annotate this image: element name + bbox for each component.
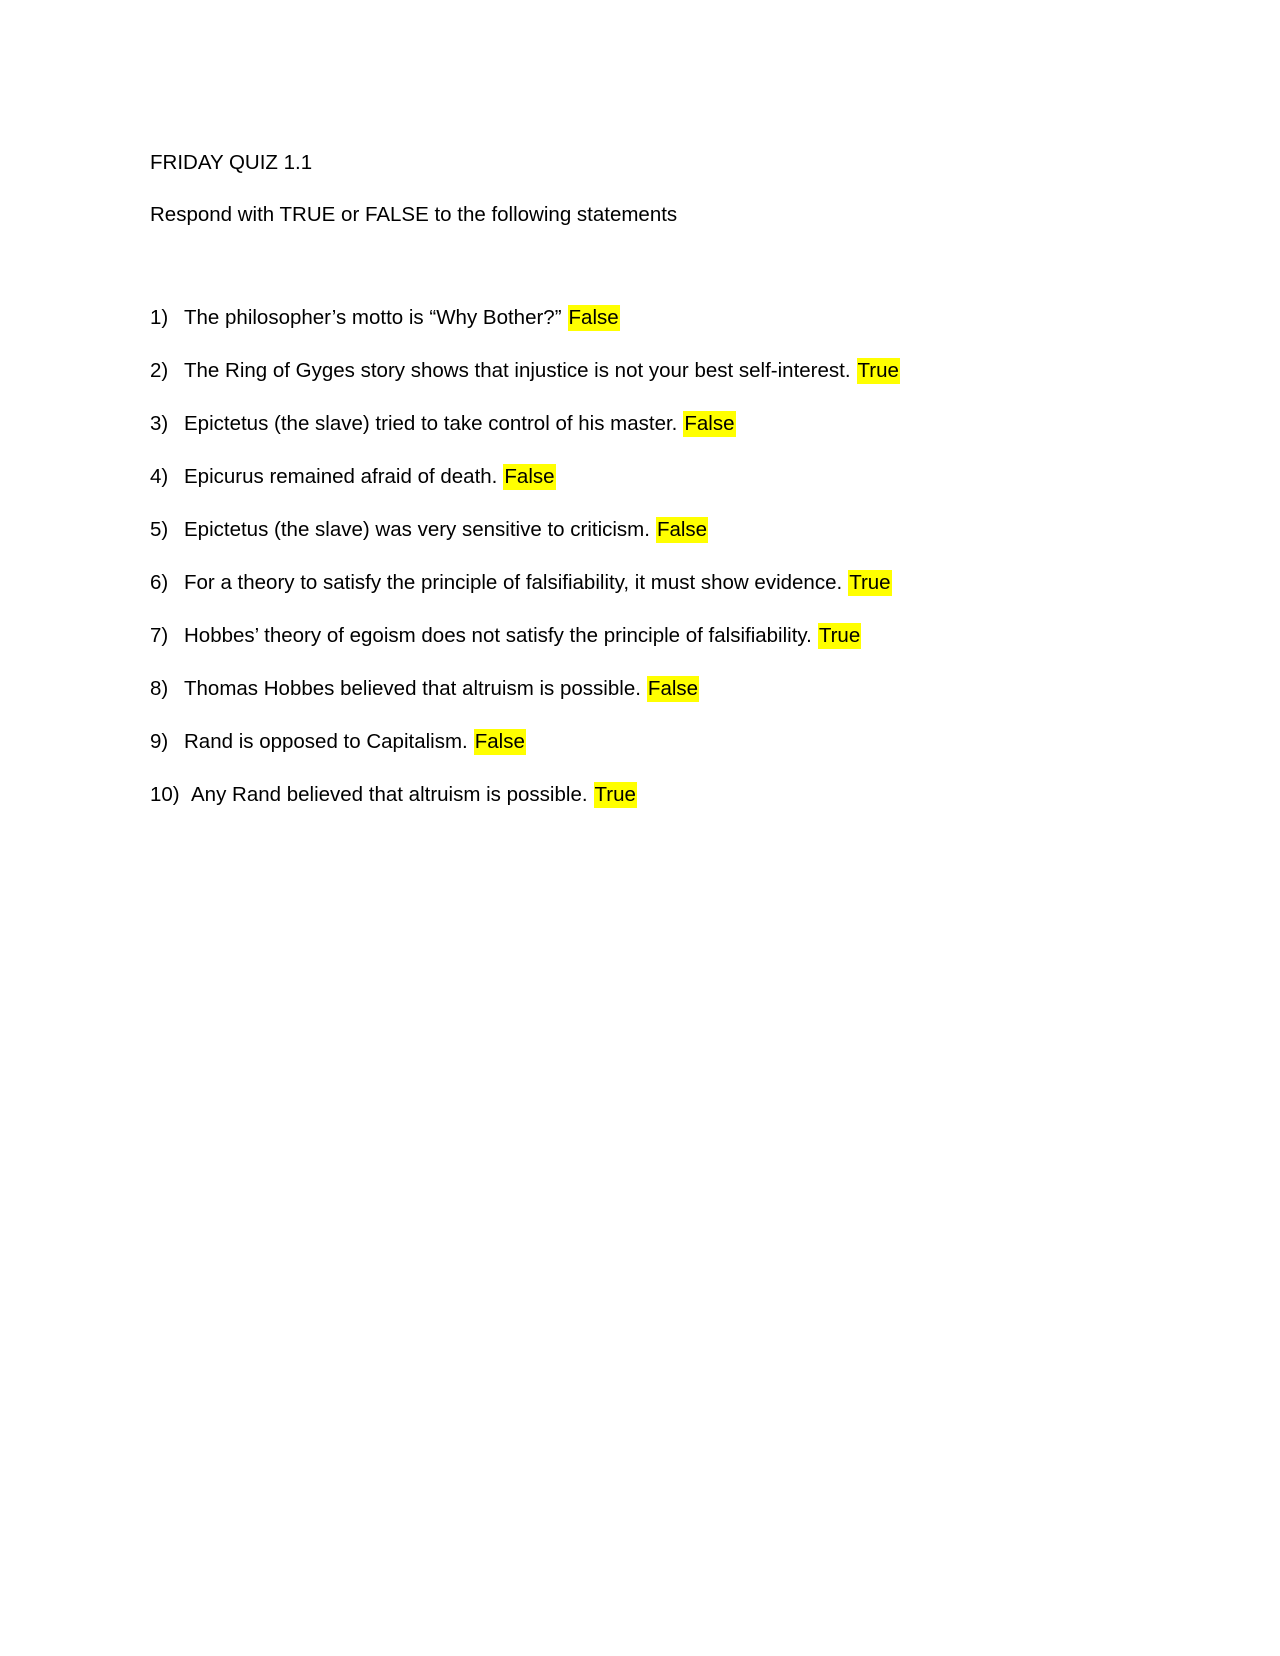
answer-highlight: False — [684, 412, 735, 436]
question-number: 7) — [150, 624, 169, 648]
question-number: 5) — [150, 518, 169, 542]
question-list — [150, 305, 1150, 808]
question-text: Hobbes’ theory of egoism does not satisfy the principle of falsifiability. — [184, 624, 812, 648]
question-number: 2) — [150, 359, 169, 383]
question-item — [150, 358, 1150, 384]
question-item — [150, 570, 1150, 596]
answer-highlight: False — [504, 465, 555, 489]
question-text: Any Rand believed that altruism is possible. — [191, 783, 588, 807]
question-number: 1) — [150, 306, 169, 330]
question-number: 9) — [150, 730, 169, 754]
question-text: For a theory to satisfy the principle of falsifiability, it must show evidence. — [184, 571, 843, 595]
question-number: 4) — [150, 465, 169, 489]
answer-highlight: True — [857, 359, 899, 383]
question-text: Thomas Hobbes believed that altruism is possible. — [184, 677, 641, 701]
question-text: Epictetus (the slave) was very sensitive to criticism. — [184, 518, 650, 542]
answer-highlight: True — [594, 783, 636, 807]
answer-highlight: False — [474, 730, 525, 754]
quiz-title: FRIDAY QUIZ 1.1 — [150, 151, 313, 174]
question-text: Rand is opposed to Capitalism. — [184, 730, 468, 754]
question-item — [150, 411, 1150, 437]
question-text: The philosopher’s motto is “Why Bother?” — [184, 306, 562, 330]
question-item — [150, 464, 1150, 490]
question-number: 8) — [150, 677, 169, 701]
question-text: The Ring of Gyges story shows that injustice is not your best self-interest. — [184, 359, 851, 383]
document-body — [150, 150, 1150, 835]
question-item — [150, 623, 1150, 649]
answer-highlight: True — [849, 571, 891, 595]
question-item — [150, 676, 1150, 702]
question-item — [150, 729, 1150, 755]
question-item — [150, 517, 1150, 543]
question-text: Epicurus remained afraid of death. — [184, 465, 498, 489]
question-number: 6) — [150, 571, 169, 595]
question-text: Epictetus (the slave) tried to take control of his master. — [184, 412, 678, 436]
question-number: 3) — [150, 412, 169, 436]
answer-highlight: False — [656, 518, 708, 542]
question-item — [150, 305, 1150, 331]
question-item — [150, 782, 1150, 808]
answer-highlight: False — [647, 677, 699, 701]
quiz-instructions: Respond with TRUE or FALSE to the following statements — [150, 202, 678, 226]
answer-highlight: True — [818, 624, 861, 648]
question-number: 10) — [150, 783, 180, 807]
answer-highlight: False — [568, 306, 619, 330]
